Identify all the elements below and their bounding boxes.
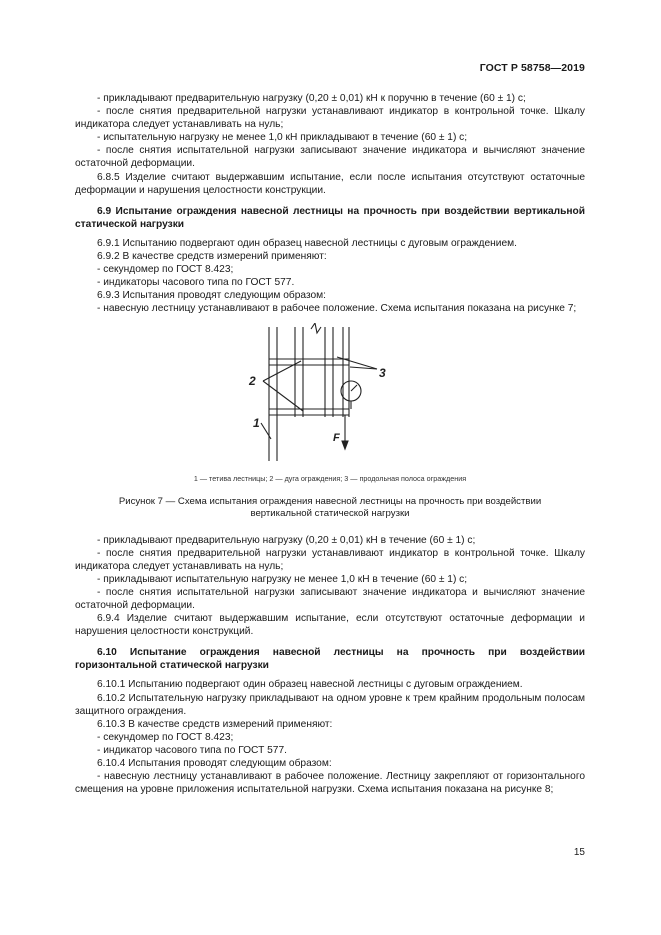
- paragraph: - прикладывают испытательную нагрузку не менее 1,0 кН в течение (60 ± 1) с;: [97, 573, 468, 585]
- paragraph: - после снятия предварительной нагрузки устанавливают индикатор в контрольной точке. Шкалу индикатора следует устанавливать на нуль;: [75, 547, 585, 572]
- paragraph: 6.10.3 В качестве средств измерений применяют:: [97, 718, 333, 730]
- figure-caption: Рисунок 7 — Схема испытания ограждения навесной лестницы на прочность при воздействии вертикальной статической нагрузки: [118, 495, 542, 519]
- figure-label-2: 2: [249, 373, 256, 388]
- paragraph: 6.10.1 Испытанию подвергают один образец навесной лестницы с дуговым ограждением.: [97, 679, 523, 691]
- force-label: F: [333, 431, 340, 444]
- figure-label-3: 3: [379, 365, 386, 380]
- paragraph: - после снятия предварительной нагрузки устанавливают индикатор в контрольной точке. Шкалу индикатора следует устанавливать на нуль;: [75, 106, 585, 131]
- paragraph: 6.9.1 Испытанию подвергают один образец навесной лестницы с дуговым ограждением.: [97, 237, 517, 249]
- section-heading-6-10: 6.10 Испытание ограждения навесной лестницы на прочность при воздействии горизонтальной статической нагрузки: [75, 647, 585, 672]
- paragraph: - испытательную нагрузку не менее 1,0 кН прикладывают в течение (60 ± 1) с;: [97, 132, 468, 144]
- paragraph: 6.10.2 Испытательную нагрузку прикладывают на одном уровне к трем крайним продольным полосам защитного ограждения.: [75, 692, 585, 717]
- document-code: ГОСТ Р 58758—2019: [479, 62, 585, 74]
- paragraph: - индикатор часового типа по ГОСТ 577.: [97, 744, 287, 756]
- paragraph: - прикладывают предварительную нагрузку (0,20 ± 0,01) кН в течение (60 ± 1) с;: [97, 534, 476, 546]
- paragraph: 6.10.4 Испытания проводят следующим образом:: [97, 758, 332, 769]
- figure-label-1: 1: [253, 415, 260, 430]
- paragraph: - навесную лестницу устанавливают в рабочее положение. Схема испытания показана на рисунке 7;: [97, 303, 577, 315]
- paragraph: - навесную лестницу устанавливают в рабочее положение. Лестницу закрепляют от горизонтального смещения на уровне приложения испытательной нагрузки. Схема испытания показана на рисунке 8;: [75, 771, 585, 796]
- paragraph: 6.9.3 Испытания проводят следующим образом:: [97, 290, 327, 302]
- paragraph: - индикаторы часового типа по ГОСТ 577.: [97, 277, 295, 289]
- paragraph: 6.9.4 Изделие считают выдержавшим испытание, если отсутствуют остаточные деформации и нарушения целостности конструкций.: [75, 613, 585, 638]
- figure-legend: 1 — тетива лестницы; 2 — дуга ограждения; 3 — продольная полоса ограждения: [193, 473, 467, 483]
- paragraph: - прикладывают предварительную нагрузку (0,20 ± 0,01) кН к поручню в течение (60 ± 1) с;: [97, 93, 526, 104]
- paragraph: - секундомер по ГОСТ 8.423;: [97, 731, 234, 743]
- ladder-test-diagram: [247, 323, 417, 463]
- paragraph: 6.8.5 Изделие считают выдержавшим испытание, если после испытания отсутствуют остаточные деформации и нарушения целостности конструкции.: [75, 171, 585, 196]
- section-heading-6-9: 6.9 Испытание ограждения навесной лестницы на прочность при воздействии вертикальной статической нагрузки: [75, 205, 585, 230]
- page-number: 15: [573, 847, 585, 858]
- figure-7: [75, 320, 585, 534]
- paragraph: - после снятия испытательной нагрузки записывают значение индикатора и вычисляют значение остаточной деформации.: [75, 145, 585, 170]
- paragraph: - после снятия испытательной нагрузки записывают значение индикатора и вычисляют значение остаточной деформации.: [75, 586, 585, 611]
- page-body: [75, 92, 585, 796]
- paragraph: - секундомер по ГОСТ 8.423;: [97, 264, 234, 276]
- paragraph: 6.9.2 В качестве средств измерений применяют:: [97, 251, 327, 263]
